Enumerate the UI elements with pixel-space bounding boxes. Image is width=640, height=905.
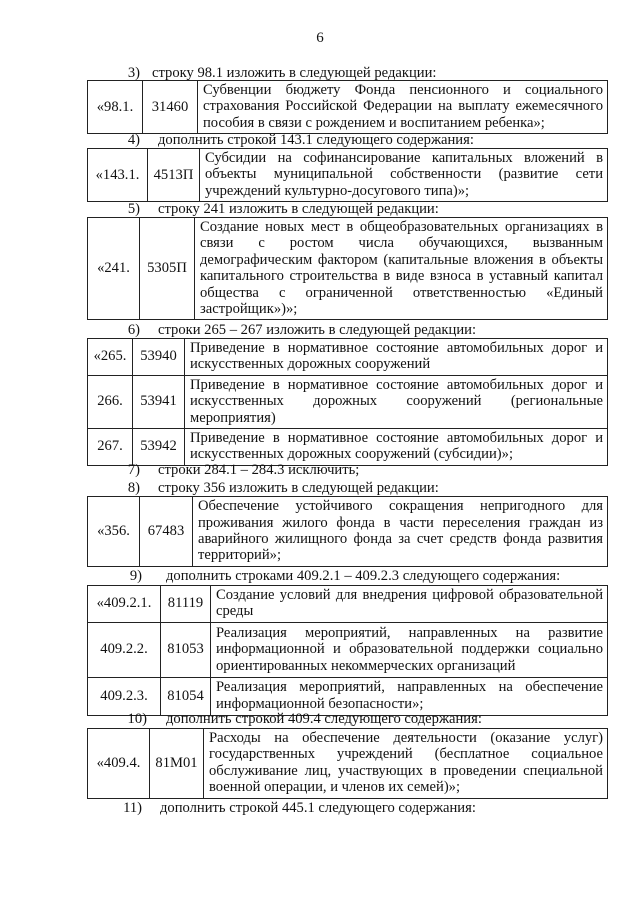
- row-code: 5305П: [140, 218, 195, 320]
- table-row: [88, 375, 608, 428]
- row-number: «265.: [88, 339, 133, 376]
- row-number: «98.1.: [88, 81, 143, 134]
- table-row: [88, 622, 608, 677]
- row-description: Приведение в нормативное состояние автомобильных дорог и искусственных дорожных сооружений: [185, 339, 608, 376]
- amendment-text: дополнить строкой 445.1 следующего содержания:: [160, 800, 476, 816]
- amendment-number: 4): [127, 132, 140, 148]
- page-number: 6: [316, 30, 324, 46]
- row-description: Обеспечение устойчивого сокращения непригодного для проживания жилого фонда в части переселения граждан из аварийного жилищного фонда за счет средств фонда развития территорий»;: [193, 497, 608, 567]
- amendment-text: дополнить строками 409.2.1 – 409.2.3 следующего содержания:: [166, 568, 561, 584]
- row-description: Приведение в нормативное состояние автомобильных дорог и искусственных дорожных сооружений (субсидии)»;: [185, 429, 608, 466]
- table-row: [88, 677, 608, 715]
- amendment-table: [87, 148, 608, 202]
- amendment-table: [87, 217, 608, 320]
- amendment-number: 9): [129, 568, 142, 584]
- amendment-table: [87, 338, 608, 466]
- row-code: 53941: [133, 375, 185, 428]
- amendment-text: строку 98.1 изложить в следующей редакции:: [152, 65, 437, 81]
- amendment-text: строки 284.1 – 284.3 исключить;: [158, 462, 360, 478]
- table-row: [88, 149, 608, 202]
- amendment-text: дополнить строкой 143.1 следующего содержания:: [158, 132, 474, 148]
- row-description: Создание условий для внедрения цифровой образовательной среды: [211, 586, 608, 623]
- row-description: Субвенции бюджету Фонда пенсионного и социального страхования Российской Федерации на выплату ежемесячного пособия в связи с рождением и воспитанием ребенка»;: [198, 81, 608, 134]
- table-row: [88, 429, 608, 466]
- row-code: 81054: [161, 677, 211, 715]
- row-number: «409.2.1.: [88, 586, 161, 623]
- row-code: 67483: [140, 497, 193, 567]
- row-code: 31460: [143, 81, 198, 134]
- amendment-text: строку 356 изложить в следующей редакции:: [158, 480, 439, 496]
- row-code: 53942: [133, 429, 185, 466]
- amendment-number: 3): [127, 65, 140, 81]
- table-row: [88, 729, 608, 799]
- row-number: «409.4.: [88, 729, 150, 799]
- amendment-number: 8): [127, 480, 140, 496]
- row-description: Расходы на обеспечение деятельности (оказание услуг) государственных учреждений (бесплатное социальное обслуживание лиц, участвующих в проведении специальной военной операции, и членов их семей)»;: [204, 729, 608, 799]
- row-description: Реализация мероприятий, направленных на развитие информационной и образовательной поддержки социально ориентированных некоммерческих организаций: [211, 622, 608, 677]
- amendment-table: [87, 80, 608, 134]
- amendment-table: [87, 496, 608, 567]
- row-description: Создание новых мест в общеобразовательных организациях в связи с ростом числа обучающихся, вызванным демографическим фактором (капитальные вложения в объекты капитального строительства в виде взноса в уставный капитал общества с ограниченной ответственностью «Единый застройщик»)»;: [195, 218, 608, 320]
- row-code: 53940: [133, 339, 185, 376]
- table-row: [88, 497, 608, 567]
- amendment-number: 5): [127, 201, 140, 217]
- row-number: 266.: [88, 375, 133, 428]
- amendment-number: 6): [127, 322, 140, 338]
- table-row: [88, 81, 608, 134]
- row-number: «241.: [88, 218, 140, 320]
- row-code: 81119: [161, 586, 211, 623]
- table-row: [88, 218, 608, 320]
- amendment-table: [87, 585, 608, 716]
- amendment-number: 10): [127, 711, 147, 727]
- row-number: 409.2.3.: [88, 677, 161, 715]
- row-description: Реализация мероприятий, направленных на обеспечение информационной безопасности»;: [211, 677, 608, 715]
- row-number: 267.: [88, 429, 133, 466]
- amendment-number: 7): [127, 462, 140, 478]
- row-number: «143.1.: [88, 149, 148, 202]
- amendment-text: строки 265 – 267 изложить в следующей редакции:: [158, 322, 477, 338]
- row-code: 81М01: [150, 729, 204, 799]
- amendment-text: дополнить строкой 409.4 следующего содержания:: [166, 711, 482, 727]
- amendment-table: [87, 728, 608, 799]
- row-number: 409.2.2.: [88, 622, 161, 677]
- row-description: Приведение в нормативное состояние автомобильных дорог и искусственных дорожных сооружений (региональные мероприятия): [185, 375, 608, 428]
- table-row: [88, 339, 608, 376]
- amendment-number: 11): [123, 800, 142, 816]
- table-row: [88, 586, 608, 623]
- row-description: Субсидии на софинансирование капитальных вложений в объекты муниципальной собственности (развитие сети учреждений культурно-досугового типа)»;: [200, 149, 608, 202]
- row-number: «356.: [88, 497, 140, 567]
- row-code: 81053: [161, 622, 211, 677]
- amendment-text: строку 241 изложить в следующей редакции:: [158, 201, 439, 217]
- row-code: 4513П: [148, 149, 200, 202]
